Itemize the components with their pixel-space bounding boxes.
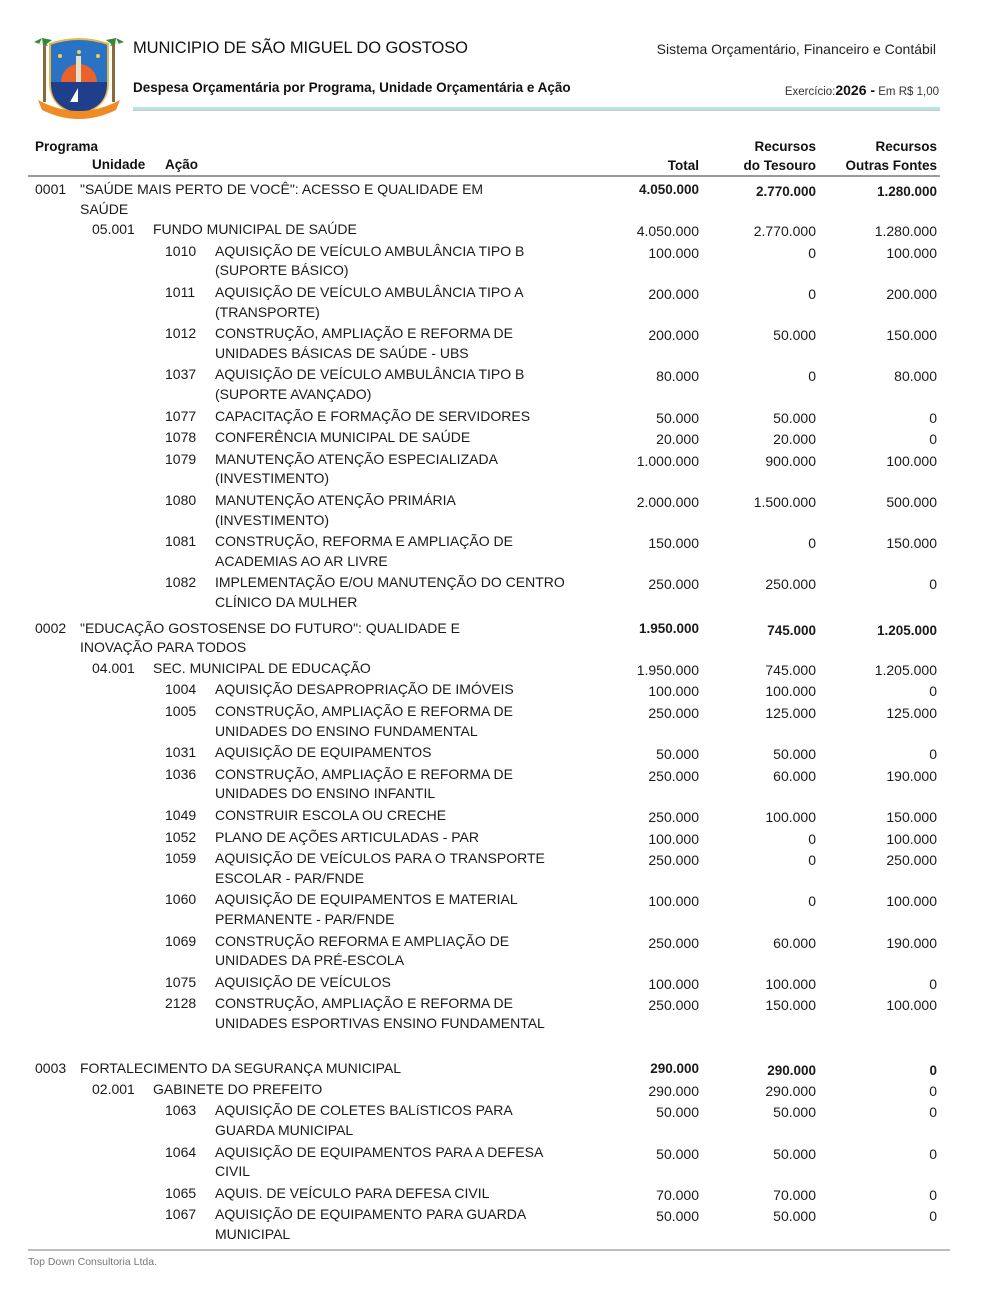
row-outras-fontes: 150.000 — [886, 535, 937, 552]
column-header-rule — [28, 175, 940, 177]
row-description: SEC. MUNICIPAL DE EDUCAÇÃO — [153, 659, 371, 676]
row-description: AQUIS. DE VEÍCULO PARA DEFESA CIVIL — [215, 1184, 490, 1201]
row-description: CONSTRUÇÃO, AMPLIAÇÃO E REFORMA DE UNIDADES BÁSICAS DE SAÚDE - UBS — [215, 325, 513, 361]
row-tesouro: 2.770.000 — [755, 184, 816, 199]
row-outras-fontes: 0 — [929, 1063, 937, 1079]
footer-company: Top Down Consultoria Ltda. — [28, 1256, 157, 1268]
row-outras-fontes: 500.000 — [886, 494, 937, 510]
row-code: 1080 — [165, 492, 197, 508]
row-code: 0001 — [35, 181, 67, 197]
row-description: AQUISIÇÃO DE VEÍCULOS — [215, 973, 391, 990]
row-tesouro: 50.000 — [773, 409, 816, 426]
row-tesouro: 50.000 — [773, 1208, 816, 1225]
row-code: 1081 — [165, 533, 197, 550]
row-total: 200.000 — [648, 286, 699, 302]
row-tesouro: 900.000 — [765, 452, 816, 469]
exercise-label: Exercício: — [784, 86, 836, 98]
row-outras-fontes: 1.205.000 — [874, 661, 937, 678]
row-code: 1036 — [165, 765, 197, 782]
exercise-year: 2026 - — [835, 82, 876, 98]
row-code: 1005 — [165, 703, 197, 719]
row-code: 1052 — [165, 828, 197, 845]
row-tesouro: 50.000 — [773, 1145, 816, 1162]
row-total: 100.000 — [648, 893, 699, 910]
row-outras-fontes: 80.000 — [894, 368, 937, 385]
row-code: 1059 — [165, 850, 197, 867]
row-code: 1060 — [165, 891, 197, 908]
row-code: 1031 — [165, 744, 197, 761]
row-total: 250.000 — [648, 852, 699, 869]
row-description: AQUISIÇÃO DE VEÍCULOS PARA O TRANSPORTE ESCOLAR - PAR/FNDE — [215, 850, 545, 886]
row-description: AQUISIÇÃO DE VEÍCULO AMBULÂNCIA TIPO A (TRANSPORTE) — [215, 284, 523, 320]
row-code: 1078 — [165, 429, 197, 446]
row-description: CAPACITAÇÃO E FORMAÇÃO DE SERVIDORES — [215, 407, 531, 424]
row-outras-fontes: 0 — [929, 409, 937, 426]
col-header-outras-l1: Recursos — [875, 139, 937, 154]
row-description: AQUISIÇÃO DE COLETES BALíSTICOS PARA GUARDA MUNICIPAL — [215, 1102, 512, 1138]
row-code: 1065 — [165, 1184, 197, 1201]
row-total: 70.000 — [656, 1186, 699, 1203]
col-header-tesouro-l1: Recursos — [754, 139, 816, 154]
row-code: 02.001 — [92, 1080, 135, 1097]
row-total: 50.000 — [656, 1208, 699, 1225]
row-total: 100.000 — [648, 683, 699, 700]
row-total: 1.950.000 — [636, 661, 699, 678]
row-tesouro: 150.000 — [765, 997, 816, 1014]
row-code: 1067 — [165, 1206, 197, 1223]
row-tesouro: 20.000 — [773, 431, 816, 448]
row-total: 150.000 — [648, 535, 699, 552]
row-tesouro: 100.000 — [765, 683, 816, 700]
row-tesouro: 60.000 — [773, 934, 816, 951]
row-outras-fontes: 0 — [929, 431, 937, 448]
row-tesouro: 100.000 — [765, 975, 816, 992]
row-code: 1004 — [165, 681, 197, 698]
row-code: 2128 — [165, 995, 197, 1012]
report-title: Despesa Orçamentária por Programa, Unidade Orçamentária e Ação — [133, 80, 571, 95]
row-total: 4.050.000 — [638, 182, 699, 197]
row-outras-fontes: 0 — [929, 1145, 937, 1162]
row-tesouro: 125.000 — [765, 705, 816, 721]
row-code: 1037 — [165, 366, 197, 383]
row-code: 1010 — [165, 242, 197, 259]
row-description: AQUISIÇÃO DE EQUIPAMENTOS — [215, 744, 432, 761]
row-description: AQUISIÇÃO DE EQUIPAMENTOS PARA A DEFESA CIVIL — [215, 1143, 543, 1180]
row-total: 50.000 — [656, 409, 699, 426]
row-description: CONSTRUÇÃO, AMPLIAÇÃO E REFORMA DE UNIDADES DO ENSINO INFANTIL — [215, 765, 513, 802]
row-total: 290.000 — [650, 1061, 699, 1077]
row-outras-fontes: 250.000 — [886, 852, 937, 869]
row-outras-fontes: 100.000 — [886, 830, 937, 847]
row-description: CONSTRUÇÃO, AMPLIAÇÃO E REFORMA DE UNIDADES DO ENSINO FUNDAMENTAL — [215, 703, 513, 739]
row-description: AQUISIÇÃO DE EQUIPAMENTO PARA GUARDA MUNICIPAL — [215, 1206, 526, 1242]
row-description: FORTALECIMENTO DA SEGURANÇA MUNICIPAL — [80, 1060, 402, 1077]
row-code: 1069 — [165, 932, 197, 949]
row-code: 1079 — [165, 450, 197, 467]
row-description: GABINETE DO PREFEITO — [153, 1080, 323, 1097]
row-tesouro: 0 — [808, 368, 816, 385]
row-total: 200.000 — [648, 327, 699, 344]
row-outras-fontes: 1.280.000 — [876, 184, 937, 199]
footer-divider — [28, 1249, 950, 1251]
row-outras-fontes: 100.000 — [886, 244, 937, 261]
row-code: 1064 — [165, 1143, 197, 1160]
row-total: 2.000.000 — [636, 494, 699, 510]
row-code: 0002 — [35, 619, 67, 636]
row-tesouro: 745.000 — [767, 622, 816, 638]
row-total: 1.950.000 — [638, 620, 699, 636]
row-tesouro: 0 — [808, 852, 816, 869]
row-outras-fontes: 0 — [929, 1208, 937, 1225]
row-total: 80.000 — [656, 368, 699, 385]
row-code: 1011 — [165, 284, 196, 300]
row-total: 50.000 — [656, 746, 699, 763]
row-tesouro: 50.000 — [773, 1104, 816, 1121]
row-outras-fontes: 190.000 — [886, 767, 937, 784]
row-description: "SAÚDE MAIS PERTO DE VOCÊ": ACESSO E QUALIDADE EM SAÚDE — [80, 181, 484, 217]
row-tesouro: 50.000 — [773, 327, 816, 344]
row-tesouro: 0 — [808, 893, 816, 910]
col-header-acao: Ação — [165, 157, 199, 172]
row-outras-fontes: 200.000 — [886, 286, 937, 302]
row-description: AQUISIÇÃO DE EQUIPAMENTOS E MATERIAL PERMANENTE - PAR/FNDE — [215, 891, 518, 927]
row-description: CONSTRUIR ESCOLA OU CRECHE — [215, 807, 447, 823]
row-tesouro: 0 — [808, 244, 816, 261]
row-description: CONSTRUÇÃO REFORMA E AMPLIAÇÃO DE UNIDADES DA PRÉ-ESCOLA — [215, 932, 510, 969]
row-tesouro: 2.770.000 — [753, 223, 816, 240]
row-outras-fontes: 0 — [929, 975, 937, 992]
row-outras-fontes: 100.000 — [886, 452, 937, 469]
row-description: AQUISIÇÃO DESAPROPRIAÇÃO DE IMÓVEIS — [215, 681, 514, 698]
row-total: 20.000 — [656, 431, 699, 448]
row-code: 1082 — [165, 574, 197, 591]
row-code: 04.001 — [92, 659, 135, 676]
row-code: 1063 — [165, 1102, 197, 1119]
row-description: MANUTENÇÃO ATENÇÃO ESPECIALIZADA (INVESTIMENTO) — [215, 450, 498, 487]
row-description: "EDUCAÇÃO GOSTOSENSE DO FUTURO": QUALIDADE E INOVAÇÃO PARA TODOS — [80, 619, 460, 656]
row-code: 05.001 — [92, 221, 135, 238]
col-header-programa: Programa — [35, 139, 99, 154]
row-outras-fontes: 100.000 — [886, 893, 937, 910]
row-outras-fontes: 1.205.000 — [876, 622, 937, 638]
header-divider — [133, 107, 940, 111]
row-total: 4.050.000 — [636, 223, 699, 240]
row-tesouro: 250.000 — [765, 576, 816, 593]
row-total: 250.000 — [648, 576, 699, 593]
currency-note: Em R$ 1,00 — [878, 86, 939, 98]
row-outras-fontes: 0 — [929, 746, 937, 763]
row-description: FUNDO MUNICIPAL DE SAÚDE — [153, 221, 357, 238]
row-outras-fontes: 0 — [929, 1082, 937, 1099]
row-description: PLANO DE AÇÕES ARTICULADAS - PAR — [215, 828, 480, 845]
row-description: CONFERÊNCIA MUNICIPAL DE SAÚDE — [215, 429, 471, 446]
row-code: 1049 — [165, 807, 197, 823]
row-total: 50.000 — [656, 1104, 699, 1121]
row-outras-fontes: 1.280.000 — [874, 223, 937, 240]
row-tesouro: 0 — [808, 830, 816, 847]
row-description: IMPLEMENTAÇÃO E/OU MANUTENÇÃO DO CENTRO CLÍNICO DA MULHER — [215, 574, 565, 610]
row-outras-fontes: 150.000 — [886, 327, 937, 344]
row-total: 100.000 — [648, 975, 699, 992]
row-total: 290.000 — [648, 1082, 699, 1099]
system-title: Sistema Orçamentário, Financeiro e Contábil — [656, 41, 936, 57]
row-tesouro: 70.000 — [773, 1186, 816, 1203]
row-tesouro: 290.000 — [765, 1082, 816, 1099]
row-total: 100.000 — [648, 244, 699, 261]
row-total: 1.000.000 — [636, 452, 699, 469]
row-tesouro: 1.500.000 — [753, 494, 816, 510]
row-code: 1077 — [165, 407, 197, 424]
exercise-info — [785, 82, 939, 98]
row-description: CONSTRUÇÃO, AMPLIAÇÃO E REFORMA DE UNIDADES ESPORTIVAS ENSINO FUNDAMENTAL — [215, 995, 545, 1031]
col-header-total: Total — [667, 158, 699, 173]
row-outras-fontes: 100.000 — [886, 997, 937, 1014]
row-code: 1012 — [165, 325, 197, 342]
row-tesouro: 60.000 — [773, 767, 816, 784]
row-outras-fontes: 150.000 — [886, 809, 937, 825]
row-description: AQUISIÇÃO DE VEÍCULO AMBULÂNCIA TIPO B (SUPORTE BÁSICO) — [215, 242, 525, 279]
row-tesouro: 0 — [808, 286, 816, 302]
row-outras-fontes: 0 — [929, 1104, 937, 1121]
row-tesouro: 100.000 — [765, 809, 816, 825]
col-header-tesouro-l2: do Tesouro — [743, 158, 816, 173]
col-header-unidade: Unidade — [92, 157, 146, 172]
row-total: 250.000 — [648, 997, 699, 1014]
row-outras-fontes: 0 — [929, 576, 937, 593]
row-total: 50.000 — [656, 1145, 699, 1162]
row-tesouro: 745.000 — [765, 661, 816, 678]
municipality-title: MUNICIPIO DE SÃO MIGUEL DO GOSTOSO — [133, 39, 468, 57]
row-tesouro: 290.000 — [767, 1063, 816, 1079]
row-code: 0003 — [35, 1060, 67, 1077]
row-total: 250.000 — [648, 767, 699, 784]
row-tesouro: 50.000 — [773, 746, 816, 763]
row-outras-fontes: 190.000 — [886, 934, 937, 951]
row-description: CONSTRUÇÃO, REFORMA E AMPLIAÇÃO DE ACADEMIAS AO AR LIVRE — [215, 533, 513, 569]
row-description: AQUISIÇÃO DE VEÍCULO AMBULÂNCIA TIPO B (SUPORTE AVANÇADO) — [215, 366, 525, 402]
row-outras-fontes: 125.000 — [886, 705, 937, 721]
row-description: MANUTENÇÃO ATENÇÃO PRIMÁRIA (INVESTIMENTO) — [215, 492, 456, 528]
row-tesouro: 0 — [808, 535, 816, 552]
row-code: 1075 — [165, 973, 197, 990]
row-outras-fontes: 0 — [929, 683, 937, 700]
row-total: 250.000 — [648, 934, 699, 951]
municipal-coat-of-arms-icon — [28, 30, 130, 122]
row-total: 250.000 — [648, 705, 699, 721]
row-total: 100.000 — [648, 830, 699, 847]
row-outras-fontes: 0 — [929, 1186, 937, 1203]
row-total: 250.000 — [648, 809, 699, 825]
col-header-outras-l2: Outras Fontes — [845, 158, 937, 173]
